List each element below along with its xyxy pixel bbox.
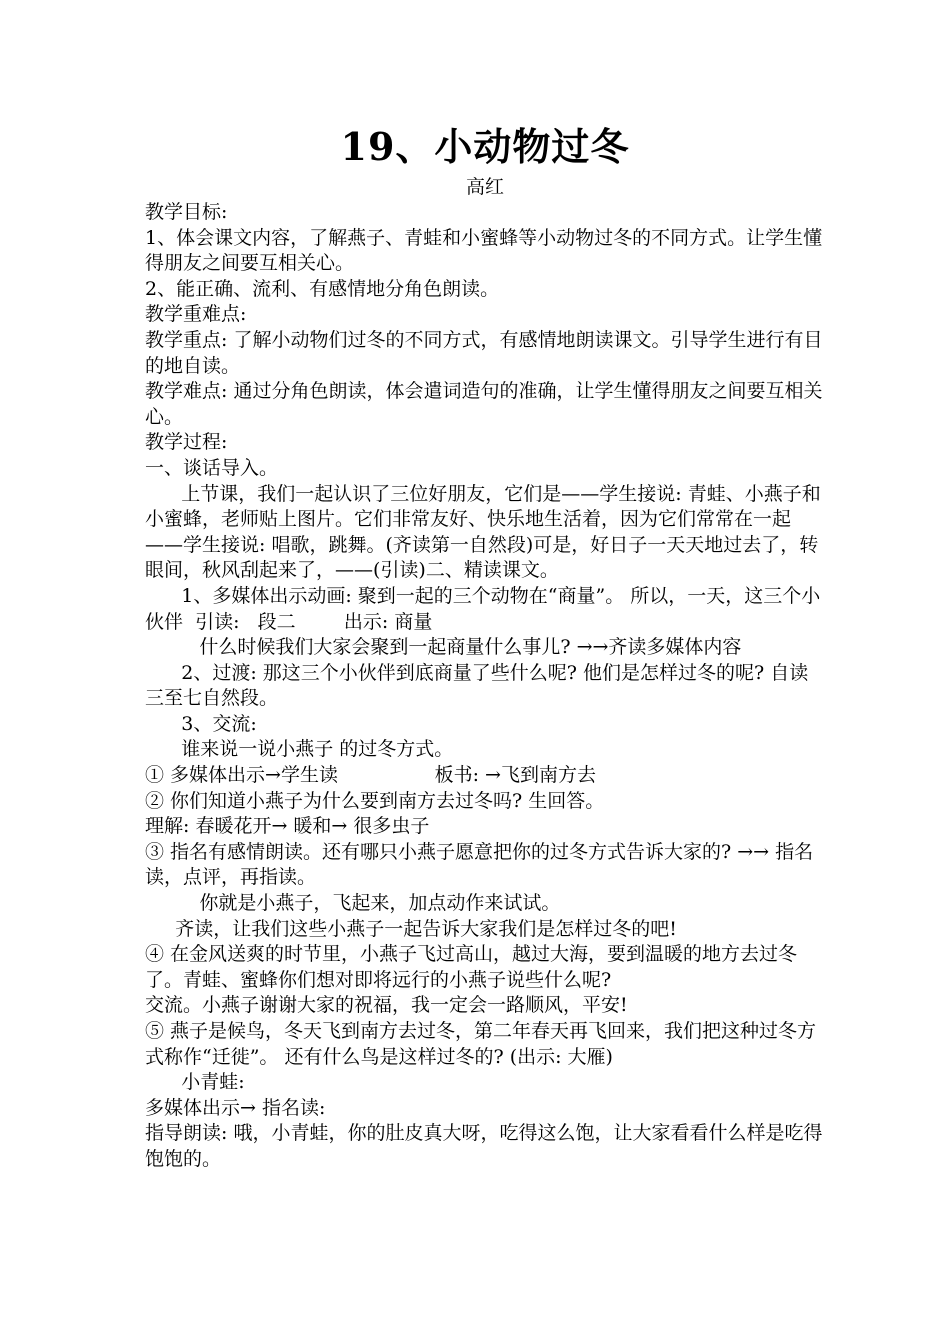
paragraph: 理解: 春暖花开→ 暖和→ 很多虫子 [145,815,430,838]
paragraph: ④ 在金风送爽的时节里，小燕子飞过高山，越过大海，要到温暖的地方去过冬了。青蛙、蜜蜂你们想对即将远行的小燕子说些什么呢? [145,943,798,991]
document-title: 19、小动物过冬 [340,124,630,169]
heading-process: 教学过程: [145,431,228,454]
paragraph: ② 你们知道小燕子为什么要到南方去过冬吗? 生回答。 [145,789,605,812]
author-name: 高红 [465,176,504,198]
paragraph: 小青蛙: [145,1071,245,1094]
paragraph: 1、多媒体出示动画: 聚到一起的三个动物在“商量”。 所以，一天，这三个小伙伴 引读: 段二 出示: 商量 [145,584,821,633]
objective-1: 1、体会课文内容，了解燕子、青蛙和小蜜蜂等小动物过冬的不同方式。让学生懂得朋友之间要互相关心。 [145,226,823,275]
heading-objectives: 教学目标: [145,201,228,223]
paragraph: 你就是小燕子，飞起来，加点动作来试试。 [145,892,561,915]
paragraph: 3、交流: [145,712,257,735]
section-intro: 一、谈话导入。 [145,456,279,479]
paragraph: ① 多媒体出示→学生读 板书: →飞到南方去 [145,764,596,787]
paragraph: ⑤ 燕子是候鸟，冬天飞到南方去过冬，第二年春天再飞回来，我们把这种过冬方式称作“迁徙”。 还有什么鸟是这样过冬的? (出示: 大雁) [145,1020,817,1068]
objective-2: 2、能正确、流利、有感情地分角色朗读。 [145,277,500,300]
document-page [145,120,825,1173]
paragraph: 指导朗读: 哦，小青蛙，你的肚皮真大呀，吃得这么饱，让大家看看什么样是吃得饱饱的。 [145,1122,823,1170]
paragraph: 上节课，我们一起认识了三位好朋友，它们是——学生接说: 青蛙、小燕子和小蜜蜂，老师贴上图片。它们非常友好、快乐地生活着，因为它们常常在一起——学生接说: 唱歌，跳舞。(齐读第一自然段)可是，好日子一天天地过去了，转眼间，秋风刮起来了，——(引读)二、精读课文。 [145,482,821,582]
heading-key-points: 教学重难点: [145,303,247,326]
paragraph: 交流。小燕子谢谢大家的祝福，我一定会一路顺风，平安! [145,994,628,1017]
difficult-point: 教学难点: 通过分角色朗读，体会遣词造句的准确，让学生懂得朋友之间要互相关心。 [145,380,823,428]
document-body [145,200,825,1173]
paragraph: 齐读，让我们这些小燕子一起告诉大家我们是怎样过冬的吧! [145,917,677,940]
key-point: 教学重点: 了解小动物们过冬的不同方式，有感情地朗读课文。引导学生进行有目的地自读。 [145,328,823,377]
paragraph: 什么时候我们大家会聚到一起商量什么事儿? →→齐读多媒体内容 [145,636,742,659]
paragraph: 多媒体出示→ 指名读: [145,1096,326,1119]
paragraph: 2、过渡: 那这三个小伙伴到底商量了些什么呢? 他们是怎样过冬的呢? 自读三至七自然段。 [145,661,809,710]
paragraph: 谁来说一说小燕子 的过冬方式。 [145,738,454,761]
paragraph: ③ 指名有感情朗读。还有哪只小燕子愿意把你的过冬方式告诉大家的? →→ 指名读，点评，再指读。 [145,840,814,889]
